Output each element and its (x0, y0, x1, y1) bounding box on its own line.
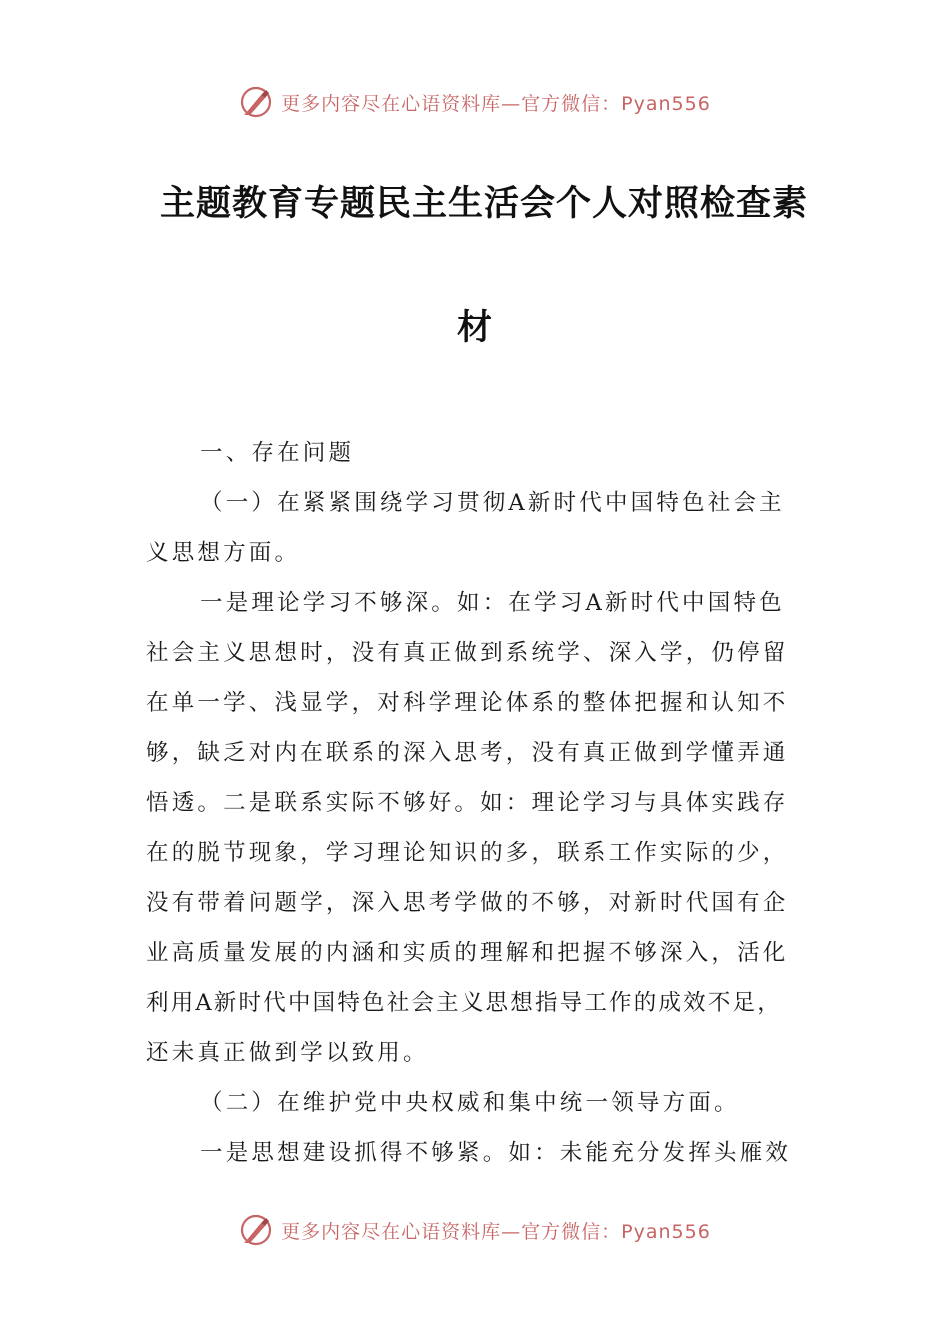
paragraph-line: （二）在维护党中央权威和集中统一领导方面。 (200, 1090, 740, 1116)
pen-logo-icon (239, 1213, 273, 1247)
header-watermark (0, 82, 950, 122)
paragraph-line: 还未真正做到学以致用。 (146, 1040, 429, 1066)
watermark-text: 更多内容尽在心语资料库—官方微信：Pyan556 (281, 1220, 711, 1243)
paragraph-line: 一是理论学习不够深。如：在学习A新时代中国特色 (200, 590, 785, 616)
paragraph-line: 一是思想建设抓得不够紧。如：未能充分发挥头雁效 (200, 1140, 792, 1166)
paragraph-line: 业高质量发展的内涵和实质的理解和把握不够深入，活化 (146, 940, 789, 966)
section-heading: 一、存在问题 (200, 440, 355, 466)
paragraph-line: 悟透。二是联系实际不够好。如：理论学习与具体实践存 (146, 790, 789, 816)
paragraph-line: 在单一学、浅显学，对科学理论体系的整体把握和认知不 (146, 690, 789, 716)
paragraph-line: 在的脱节现象，学习理论知识的多，联系工作实际的少， (146, 840, 789, 866)
footer-watermark (0, 1210, 950, 1250)
pen-logo-icon (239, 85, 273, 119)
paragraph-line: 够，缺乏对内在联系的深入思考，没有真正做到学懂弄通 (146, 740, 789, 766)
document-title-line2: 材 (456, 307, 493, 348)
paragraph-line: （一）在紧紧围绕学习贯彻A新时代中国特色社会主 (200, 490, 785, 516)
paragraph-line: 社会主义思想时，没有真正做到系统学、深入学，仍停留 (146, 640, 789, 666)
watermark-text: 更多内容尽在心语资料库—官方微信：Pyan556 (281, 92, 711, 115)
paragraph-line: 义思想方面。 (146, 540, 301, 566)
paragraph-line: 没有带着问题学，深入思考学做的不够，对新时代国有企 (146, 890, 789, 916)
document-title-line1: 主题教育专题民主生活会个人对照检查素 (160, 183, 809, 224)
paragraph-line: 利用A新时代中国特色社会主义思想指导工作的成效不足， (146, 990, 782, 1016)
